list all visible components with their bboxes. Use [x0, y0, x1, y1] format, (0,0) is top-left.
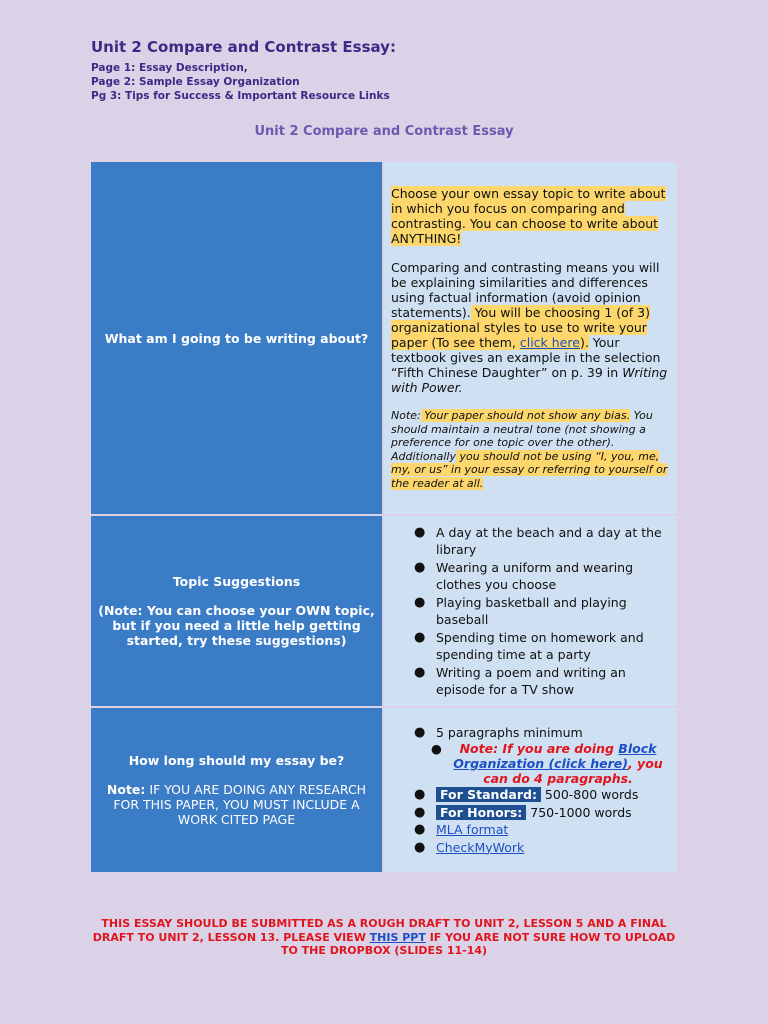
- topic-paragraph-2: [391, 260, 670, 395]
- list-item: [414, 724, 670, 742]
- text: Your textbook gives an example in the selection “Fifth Chinese Daughter” on p. 39 in: [391, 335, 661, 380]
- answer-cell-length: [384, 708, 677, 872]
- ppt-link[interactable]: THIS PPT: [369, 930, 426, 944]
- submission-notice: [86, 917, 682, 958]
- text: Comparing and contrasting means you will be explaining similarities and differences using factual information (avoid opinion statements).: [391, 260, 660, 320]
- question-cell-suggestions: [91, 516, 382, 706]
- text: 750-1000 words: [526, 804, 632, 820]
- list-item: ● Wearing a uniform and wearing clothes you choose: [414, 559, 670, 594]
- answer-cell-topic: [384, 162, 677, 514]
- block-org-note: [391, 741, 668, 786]
- table-row: [91, 162, 677, 514]
- text: , you can do 4 paragraphs.: [483, 756, 663, 787]
- list-item: ● Playing basketball and playing baseball: [414, 594, 670, 629]
- question-cell-length: [91, 708, 382, 872]
- bias-note: [391, 409, 670, 490]
- text: IF YOU ARE DOING ANY RESEARCH FOR THIS PAPER, YOU MUST INCLUDE A WORK CITED PAGE: [113, 782, 367, 827]
- note-label: Note:: [106, 782, 146, 797]
- page-index-line-2: Page 2: Sample Essay Organization: [91, 76, 300, 88]
- answer-cell-suggestions: [384, 516, 677, 706]
- list-item: [414, 839, 670, 857]
- suggestion-list: [391, 524, 670, 699]
- text: 5 paragraphs minimum: [436, 724, 583, 740]
- list-item: [414, 786, 670, 804]
- standard-badge: For Standard:: [436, 787, 541, 802]
- block-organization-link[interactable]: Block Organization (click here): [453, 741, 657, 772]
- topic-suggestions-note: (Note: You can choose your OWN topic, but if you need a little help getting started, try these suggestions): [98, 603, 375, 648]
- organization-styles-link[interactable]: click here: [519, 335, 580, 350]
- list-item: [414, 821, 670, 839]
- highlighted-text: Your paper should not show any bias.: [420, 409, 631, 422]
- table-row: [91, 708, 677, 872]
- mla-format-link[interactable]: MLA format: [436, 822, 509, 838]
- book-title: Writing with Power.: [391, 365, 668, 395]
- document-title: Unit 2 Compare and Contrast Essay:: [91, 38, 396, 56]
- question-topic: What am I going to be writing about?: [104, 330, 369, 346]
- text: ).: [579, 335, 589, 350]
- page-index-line-3: Pg 3: Tips for Success & Important Resource Links: [91, 90, 390, 102]
- text: You will be choosing 1 (of 3) organizational styles to use to write your paper (To see them,: [391, 305, 650, 350]
- text: IF YOU ARE NOT SURE HOW TO UPLOAD TO THE DROPBOX (SLIDES 11-14): [280, 930, 676, 957]
- list-item: ● Writing a poem and writing an episode for a TV show: [414, 664, 670, 699]
- section-title: Unit 2 Compare and Contrast Essay: [254, 124, 514, 139]
- bullet-icon: ●: [431, 741, 442, 757]
- length-heading: How long should my essay be?: [128, 753, 345, 768]
- list-item: [414, 804, 670, 822]
- highlighted-text: Choose your own essay topic to write about in which you focus on comparing and contrasting. You can choose to write about ANYTHING!: [391, 186, 666, 246]
- topic-paragraph-1: [391, 186, 670, 246]
- text: Note:: [391, 409, 421, 422]
- question-cell-topic: [91, 162, 382, 514]
- document-header: [91, 38, 396, 103]
- text: 500-800 words: [540, 787, 639, 803]
- topic-suggestions-heading: Topic Suggestions: [172, 574, 301, 589]
- honors-badge: For Honors:: [436, 805, 526, 820]
- research-note: [97, 782, 376, 827]
- length-list: [391, 724, 670, 742]
- page-index-line-1: Page 1: Essay Description,: [91, 62, 248, 74]
- essay-info-table: [89, 160, 679, 874]
- table-row: [91, 516, 677, 706]
- list-item: ● A day at the beach and a day at the library: [414, 524, 670, 559]
- text: THIS ESSAY SHOULD BE SUBMITTED AS A ROUGH DRAFT TO UNIT 2, LESSON 5 AND A FINAL DRAFT TO UNIT 2, LESSON 13. PLEASE VIEW: [92, 917, 667, 944]
- text: Note: If you are doing: [459, 741, 619, 757]
- list-item: ● Spending time on homework and spending time at a party: [414, 629, 670, 664]
- highlighted-text: you should not be using “I, you, me, my, or us” in your essay or referring to yourself or the reader at all.: [391, 449, 668, 490]
- length-list-2: [391, 786, 670, 856]
- checkmywork-link[interactable]: CheckMyWork: [436, 839, 525, 855]
- text: You should maintain a neutral tone (not showing a preference for one topic over the other). Additionally: [391, 409, 653, 463]
